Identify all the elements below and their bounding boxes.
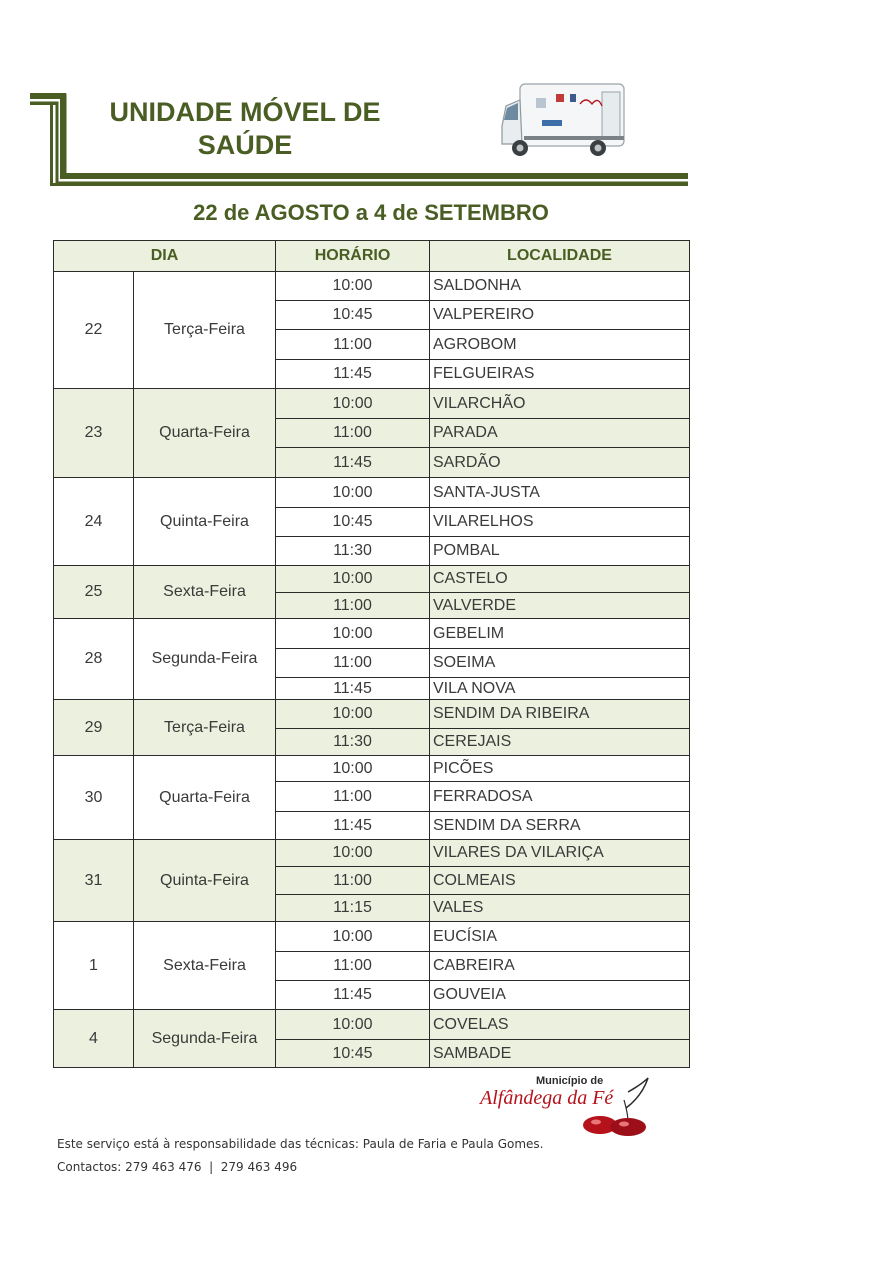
locality-cell: VILARES DA VILARIÇA xyxy=(430,840,690,867)
time-cell: 11:45 xyxy=(276,812,430,840)
time-cell: 10:00 xyxy=(276,619,430,649)
locality-cell: COLMEAIS xyxy=(430,867,690,895)
locality-cell: SARDÃO xyxy=(430,448,690,478)
locality-cell: VALPEREIRO xyxy=(430,301,690,330)
locality-cell: SENDIM DA SERRA xyxy=(430,812,690,840)
table-row xyxy=(54,566,690,593)
time-cell: 11:30 xyxy=(276,729,430,756)
table-row xyxy=(54,478,690,508)
locality-cell: CASTELO xyxy=(430,566,690,593)
day-number-cell: 22 xyxy=(54,272,134,389)
locality-cell: SANTA-JUSTA xyxy=(430,478,690,508)
schedule-table xyxy=(53,240,690,1068)
locality-cell: CEREJAIS xyxy=(430,729,690,756)
time-cell: 11:00 xyxy=(276,419,430,448)
time-cell: 10:00 xyxy=(276,922,430,952)
weekday-cell: Sexta-Feira xyxy=(134,922,276,1010)
locality-cell: GOUVEIA xyxy=(430,981,690,1010)
time-cell: 10:00 xyxy=(276,756,430,782)
locality-cell: VILARELHOS xyxy=(430,508,690,537)
time-cell: 11:45 xyxy=(276,360,430,389)
weekday-cell: Quinta-Feira xyxy=(134,840,276,922)
ambulance-icon xyxy=(498,80,630,162)
title-line-1: UNIDADE MÓVEL DE xyxy=(109,97,381,127)
logo-script-text: Alfândega da Fé xyxy=(480,1087,614,1109)
time-cell: 10:00 xyxy=(276,700,430,729)
locality-cell: SAMBADE xyxy=(430,1040,690,1068)
time-cell: 10:45 xyxy=(276,1040,430,1068)
day-number-cell: 30 xyxy=(54,756,134,840)
time-cell: 10:00 xyxy=(276,1010,430,1040)
time-cell: 10:00 xyxy=(276,389,430,419)
day-number-cell: 31 xyxy=(54,840,134,922)
weekday-cell: Quarta-Feira xyxy=(134,756,276,840)
day-number-cell: 24 xyxy=(54,478,134,566)
footer-contacts: Contactos: 279 463 476 | 279 463 496 xyxy=(57,1160,298,1174)
time-cell: 11:00 xyxy=(276,867,430,895)
time-cell: 10:00 xyxy=(276,840,430,867)
day-number-cell: 1 xyxy=(54,922,134,1010)
locality-cell: COVELAS xyxy=(430,1010,690,1040)
locality-cell: SOEIMA xyxy=(430,649,690,678)
weekday-cell: Quarta-Feira xyxy=(134,389,276,478)
time-cell: 11:45 xyxy=(276,448,430,478)
period-heading: 22 de AGOSTO a 4 de SETEMBRO xyxy=(193,200,549,225)
weekday-cell: Segunda-Feira xyxy=(134,1010,276,1068)
municipality-logo xyxy=(478,1074,654,1138)
table-header-row xyxy=(54,241,690,272)
time-cell: 10:00 xyxy=(276,272,430,301)
time-cell: 10:00 xyxy=(276,566,430,593)
locality-cell: PICÕES xyxy=(430,756,690,782)
weekday-cell: Sexta-Feira xyxy=(134,566,276,619)
footer-responsibility: Este serviço está à responsabilidade das técnicas: Paula de Faria e Paula Gomes. xyxy=(57,1137,544,1151)
table-row xyxy=(54,619,690,649)
page-title xyxy=(100,96,390,162)
time-cell: 11:00 xyxy=(276,593,430,619)
table-row xyxy=(54,389,690,419)
time-cell: 11:45 xyxy=(276,981,430,1010)
day-number-cell: 23 xyxy=(54,389,134,478)
time-cell: 11:00 xyxy=(276,649,430,678)
table-row xyxy=(54,1010,690,1040)
table-row xyxy=(54,840,690,867)
locality-cell: SENDIM DA RIBEIRA xyxy=(430,700,690,729)
day-number-cell: 28 xyxy=(54,619,134,700)
title-line-2: SAÚDE xyxy=(197,130,293,160)
table-row xyxy=(54,922,690,952)
time-cell: 11:00 xyxy=(276,330,430,360)
locality-cell: AGROBOM xyxy=(430,330,690,360)
time-cell: 11:00 xyxy=(276,952,430,981)
locality-cell: PARADA xyxy=(430,419,690,448)
time-cell: 10:45 xyxy=(276,301,430,330)
time-cell: 10:45 xyxy=(276,508,430,537)
locality-cell: VILA NOVA xyxy=(430,678,690,700)
day-number-cell: 29 xyxy=(54,700,134,756)
locality-cell: CABREIRA xyxy=(430,952,690,981)
weekday-cell: Segunda-Feira xyxy=(134,619,276,700)
day-number-cell: 4 xyxy=(54,1010,134,1068)
locality-cell: FELGUEIRAS xyxy=(430,360,690,389)
time-cell: 11:00 xyxy=(276,782,430,812)
time-cell: 11:45 xyxy=(276,678,430,700)
locality-cell: SALDONHA xyxy=(430,272,690,301)
column-header-horario: HORÁRIO xyxy=(276,241,430,272)
time-cell: 11:30 xyxy=(276,537,430,566)
locality-cell: FERRADOSA xyxy=(430,782,690,812)
locality-cell: VALVERDE xyxy=(430,593,690,619)
column-header-dia: DIA xyxy=(54,241,276,272)
locality-cell: GEBELIM xyxy=(430,619,690,649)
time-cell: 10:00 xyxy=(276,478,430,508)
weekday-cell: Terça-Feira xyxy=(134,272,276,389)
day-number-cell: 25 xyxy=(54,566,134,619)
table-row xyxy=(54,272,690,301)
schedule-body xyxy=(54,272,690,1068)
logo-top-text: Município de xyxy=(536,1075,604,1087)
locality-cell: POMBAL xyxy=(430,537,690,566)
locality-cell: EUCÍSIA xyxy=(430,922,690,952)
table-row xyxy=(54,756,690,782)
column-header-localidade: LOCALIDADE xyxy=(430,241,690,272)
time-cell: 11:15 xyxy=(276,895,430,922)
table-row xyxy=(54,700,690,729)
locality-cell: VALES xyxy=(430,895,690,922)
weekday-cell: Terça-Feira xyxy=(134,700,276,756)
weekday-cell: Quinta-Feira xyxy=(134,478,276,566)
locality-cell: VILARCHÃO xyxy=(430,389,690,419)
